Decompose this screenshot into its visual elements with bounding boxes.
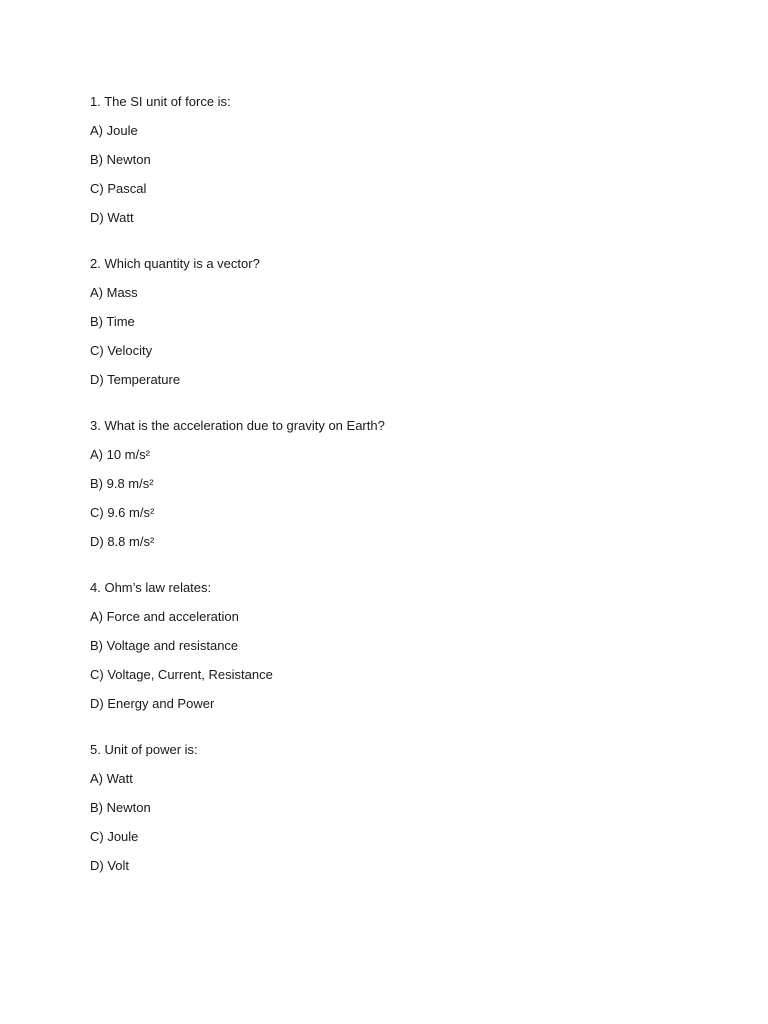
option-d: D) Volt [90, 858, 130, 873]
question-text: 5. Unit of power is: [90, 742, 198, 757]
option-c: C) Pascal [90, 181, 147, 196]
option-a: A) Joule [90, 123, 138, 138]
question-2 [90, 255, 710, 388]
option-a: A) 10 m/s² [90, 447, 150, 462]
option-b: B) 9.8 m/s² [90, 476, 154, 491]
option-c: C) Joule [90, 829, 139, 844]
option-d: D) 8.8 m/s² [90, 534, 155, 549]
option-b: B) Newton [90, 800, 151, 815]
option-b: B) Time [90, 314, 135, 329]
question-5 [90, 741, 710, 874]
option-a: A) Force and acceleration [90, 609, 239, 624]
option-d: D) Watt [90, 210, 134, 225]
question-1 [90, 93, 710, 226]
option-c: C) Voltage, Current, Resistance [90, 667, 273, 682]
option-d: D) Temperature [90, 372, 181, 387]
option-c: C) Velocity [90, 343, 153, 358]
option-b: B) Newton [90, 152, 151, 167]
option-a: A) Watt [90, 771, 133, 786]
option-d: D) Energy and Power [90, 696, 215, 711]
question-text: 3. What is the acceleration due to gravity on Earth? [90, 418, 385, 433]
question-text: 4. Ohm’s law relates: [90, 580, 212, 595]
question-3 [90, 417, 710, 550]
option-b: B) Voltage and resistance [90, 638, 239, 653]
question-text: 2. Which quantity is a vector? [90, 256, 260, 271]
question-4 [90, 579, 710, 712]
document-page [90, 93, 710, 874]
option-c: C) 9.6 m/s² [90, 505, 155, 520]
question-text: 1. The SI unit of force is: [90, 94, 231, 109]
option-a: A) Mass [90, 285, 138, 300]
